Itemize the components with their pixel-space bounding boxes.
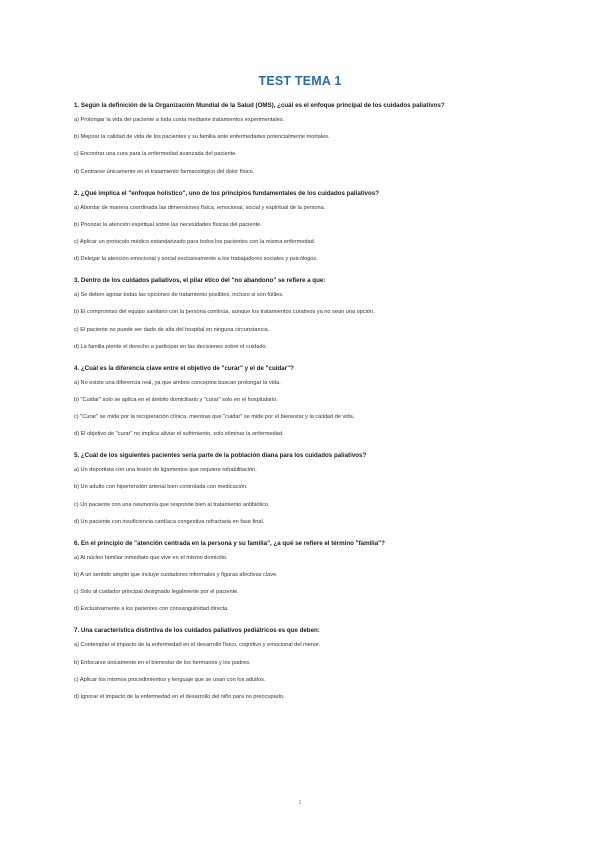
answer-option: b) Enfocarse únicamente en el bienestar de los hermanos y los padres. bbox=[74, 659, 251, 666]
answer-option: a) Se deben agotar todas las opciones de tratamiento posibles, incluso si son fútiles. bbox=[74, 292, 284, 299]
answer-option: b) Mejorar la calidad de vida de los pacientes y su familia ante enfermedades potencialmente mortales. bbox=[74, 134, 330, 141]
answer-option: a) Abordar de manera coordinada las dimensiones física, emocional, social y espiritual de la persona. bbox=[74, 204, 326, 211]
question-text: 2. ¿Qué implica el "enfoque holístico", uno de los principios fundamentales de los cuidados paliativos? bbox=[74, 189, 379, 197]
question-text: 1. Según la definición de la Organización Mundial de la Salud (OMS), ¿cuál es el enfoque principal de los cuidados paliativos? bbox=[74, 102, 445, 109]
answer-option: a) Prolongar la vida del paciente a toda costa mediante tratamientos experimentales. bbox=[74, 117, 285, 123]
question-block bbox=[74, 276, 540, 352]
answer-option: c) El paciente no puede ser dado de alta del hospital en ninguna circunstancia. bbox=[74, 326, 270, 333]
answer-option: b) "Cuidar" solo se aplica en el ámbito domiciliario y "curar" solo en el hospitalario. bbox=[74, 396, 278, 403]
question-text: 6. En el principio de "atención centrada en la persona y su familia", ¿a qué se refiere el término "familia"? bbox=[74, 539, 385, 547]
answer-option: b) A un sentido amplio que incluye cuidadores informales y figuras afectivas clave. bbox=[74, 572, 278, 578]
answer-option: b) Priorizar la atención espiritual sobre las necesidades físicas del paciente. bbox=[74, 221, 262, 228]
question-block bbox=[74, 364, 540, 440]
answer-option: d) Ignorar el impacto de la enfermedad en el desarrollo del niño para no preocuparlo. bbox=[74, 693, 285, 700]
answer-option: d) Un paciente con insuficiencia cardíaca congestiva refractaria en fase final. bbox=[74, 518, 265, 525]
question-block bbox=[74, 451, 540, 527]
answer-option: d) Exclusivamente a los parientes con consanguinidad directa. bbox=[74, 606, 229, 613]
page-number: 1 bbox=[298, 800, 302, 806]
answer-option: c) Encontrar una cura para la enfermedad avanzada del paciente. bbox=[74, 151, 237, 158]
answer-option: d) La familia pierde el derecho a participar en las decisiones sobre el cuidado. bbox=[74, 343, 268, 350]
answer-option: c) Un paciente con una neumonía que responde bien al tratamiento antibiótico. bbox=[74, 501, 270, 508]
answer-option: b) Un adulto con hipertensión arterial bien controlada con medicación. bbox=[74, 484, 248, 491]
answer-option: a) Contemplar el impacto de la enfermedad en el desarrollo físico, cognitivo y emocional del menor. bbox=[74, 642, 321, 649]
answer-option: a) Un deportista con una lesión de ligamentos que requiere rehabilitación. bbox=[74, 467, 257, 474]
question-text: 4. ¿Cuál es la diferencia clave entre el objetivo de "curar" y el de "cuidar"? bbox=[74, 364, 294, 372]
answer-option: a) No existe una diferencia real, ya que ambos conceptos buscan prolongar la vida. bbox=[74, 379, 281, 386]
answer-option: b) El compromiso del equipo sanitario con la persona continúa, aunque los tratamientos curativos ya no sean una opción. bbox=[74, 309, 375, 316]
question-block bbox=[74, 101, 540, 177]
answer-option: d) Centrarse únicamente en el tratamiento farmacológico del dolor físico. bbox=[74, 168, 255, 175]
question-text: 7. Una característica distintiva de los cuidados paliativos pediátricos es que deben: bbox=[74, 627, 320, 635]
answer-option: c) Aplicar un protocolo médico estandarizado para todos los pacientes con la misma enfermedad. bbox=[74, 238, 316, 245]
question-text: 5. ¿Cuál de los siguientes pacientes sería parte de la población diana para los cuidados paliativos? bbox=[74, 452, 367, 460]
answer-option: c) Solo al cuidador principal designado legalmente por el paciente. bbox=[74, 589, 239, 596]
question-block bbox=[74, 189, 540, 265]
questions-list bbox=[74, 101, 540, 714]
question-block bbox=[74, 626, 540, 702]
page-title: TEST TEMA 1 bbox=[258, 74, 342, 88]
answer-option: c) Aplicar los mismos procedimientos y lenguaje que se usan con los adultos. bbox=[74, 676, 266, 683]
answer-option: d) El objetivo de "curar" no implica aliviar el sufrimiento, solo eliminar la enfermedad. bbox=[74, 431, 284, 438]
question-text: 3. Dentro de los cuidados paliativos, el pilar ético del "no abandono" se refiere a que: bbox=[74, 277, 326, 285]
answer-option: c) "Curar" se mide por la recuperación clínica, mientras que "cuidar" se mide por el bienestar y la calidad de vida. bbox=[74, 414, 355, 421]
answer-option: d) Delegar la atención emocional y social exclusivamente a los trabajadores sociales y psicólogos. bbox=[74, 256, 318, 263]
answer-option: a) Al núcleo familiar inmediato que vive en el mismo domicilio. bbox=[74, 554, 228, 561]
question-block bbox=[74, 539, 540, 615]
